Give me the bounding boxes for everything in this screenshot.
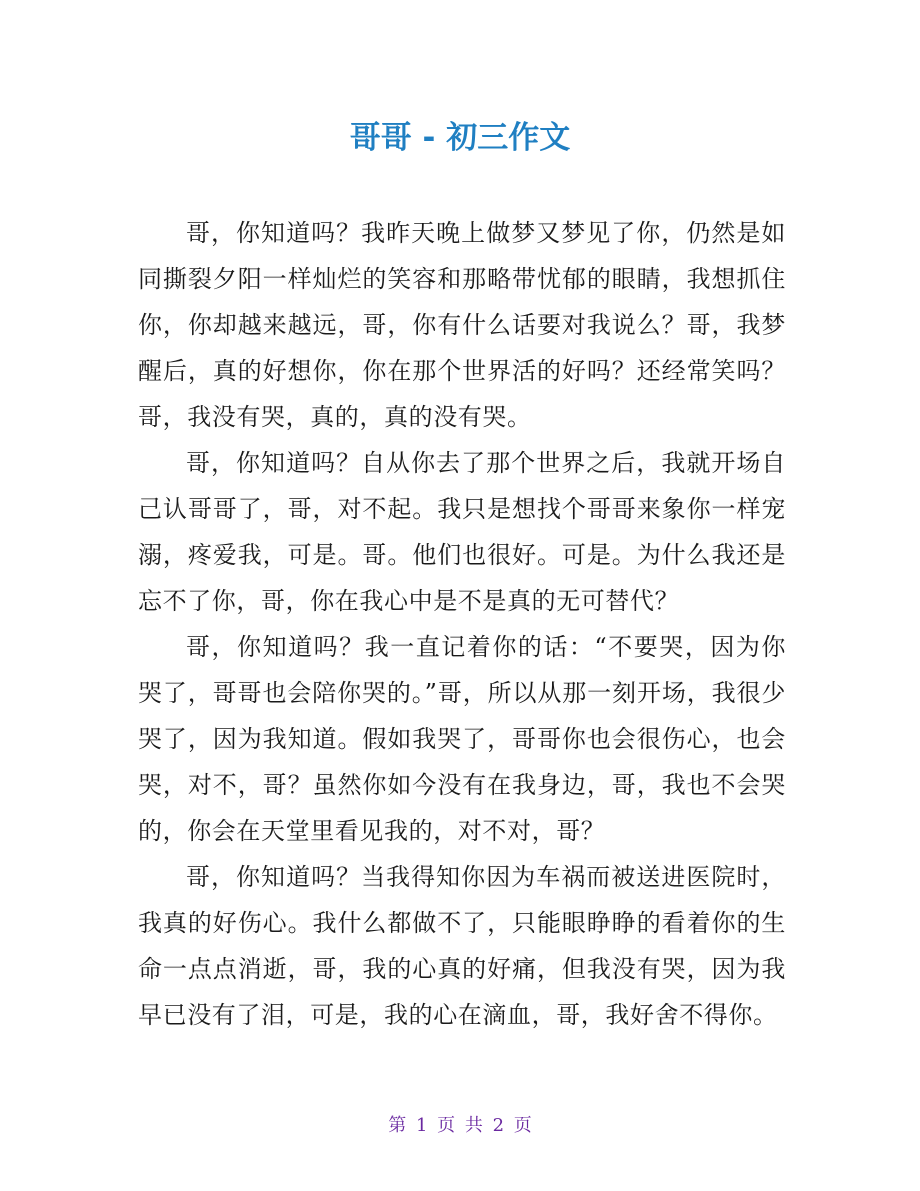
paragraph-2: 哥，你知道吗？自从你去了那个世界之后，我就开场自己认哥哥了，哥，对不起。我只是想找个哥哥来象你一样宠溺，疼爱我，可是。哥。他们也很好。可是。为什么我还是忘不了你，哥，你在我心中是不是真的无可替代？ (138, 449, 786, 615)
page-title: 哥哥 - 初三作文 (349, 120, 571, 156)
paragraph-1: 哥，你知道吗？我昨天晚上做梦又梦见了你，仍然是如同撕裂夕阳一样灿烂的笑容和那略带忧郁的眼睛，我想抓住你，你却越来越远，哥，你有什么话要对我说么？哥，我梦醒后，真的好想你，你在那个世界活的好吗？还经常笑吗？哥，我没有哭，真的，真的没有哭。 (138, 219, 786, 431)
paragraph-3: 哥，你知道吗？我一直记着你的话：“不要哭，因为你哭了，哥哥也会陪你哭的。”哥，所以从那一刻开场，我很少哭了，因为我知道。假如我哭了，哥哥你也会很伤心，也会哭，对不，哥？虽然你如今没有在我身边，哥，我也不会哭的，你会在天堂里看见我的，对不对，哥？ (138, 633, 786, 845)
essay-body (138, 210, 786, 1038)
paragraph-4: 哥，你知道吗？当我得知你因为车祸而被送进医院时，我真的好伤心。我什么都做不了，只能眼睁睁的看着你的生命一点点消逝，哥，我的心真的好痛，但我没有哭，因为我早已没有了泪，可是，我的心在滴血，哥，我好舍不得你。 (138, 863, 786, 1029)
page-number-footer: 第 1 页 共 2 页 (388, 1115, 532, 1136)
